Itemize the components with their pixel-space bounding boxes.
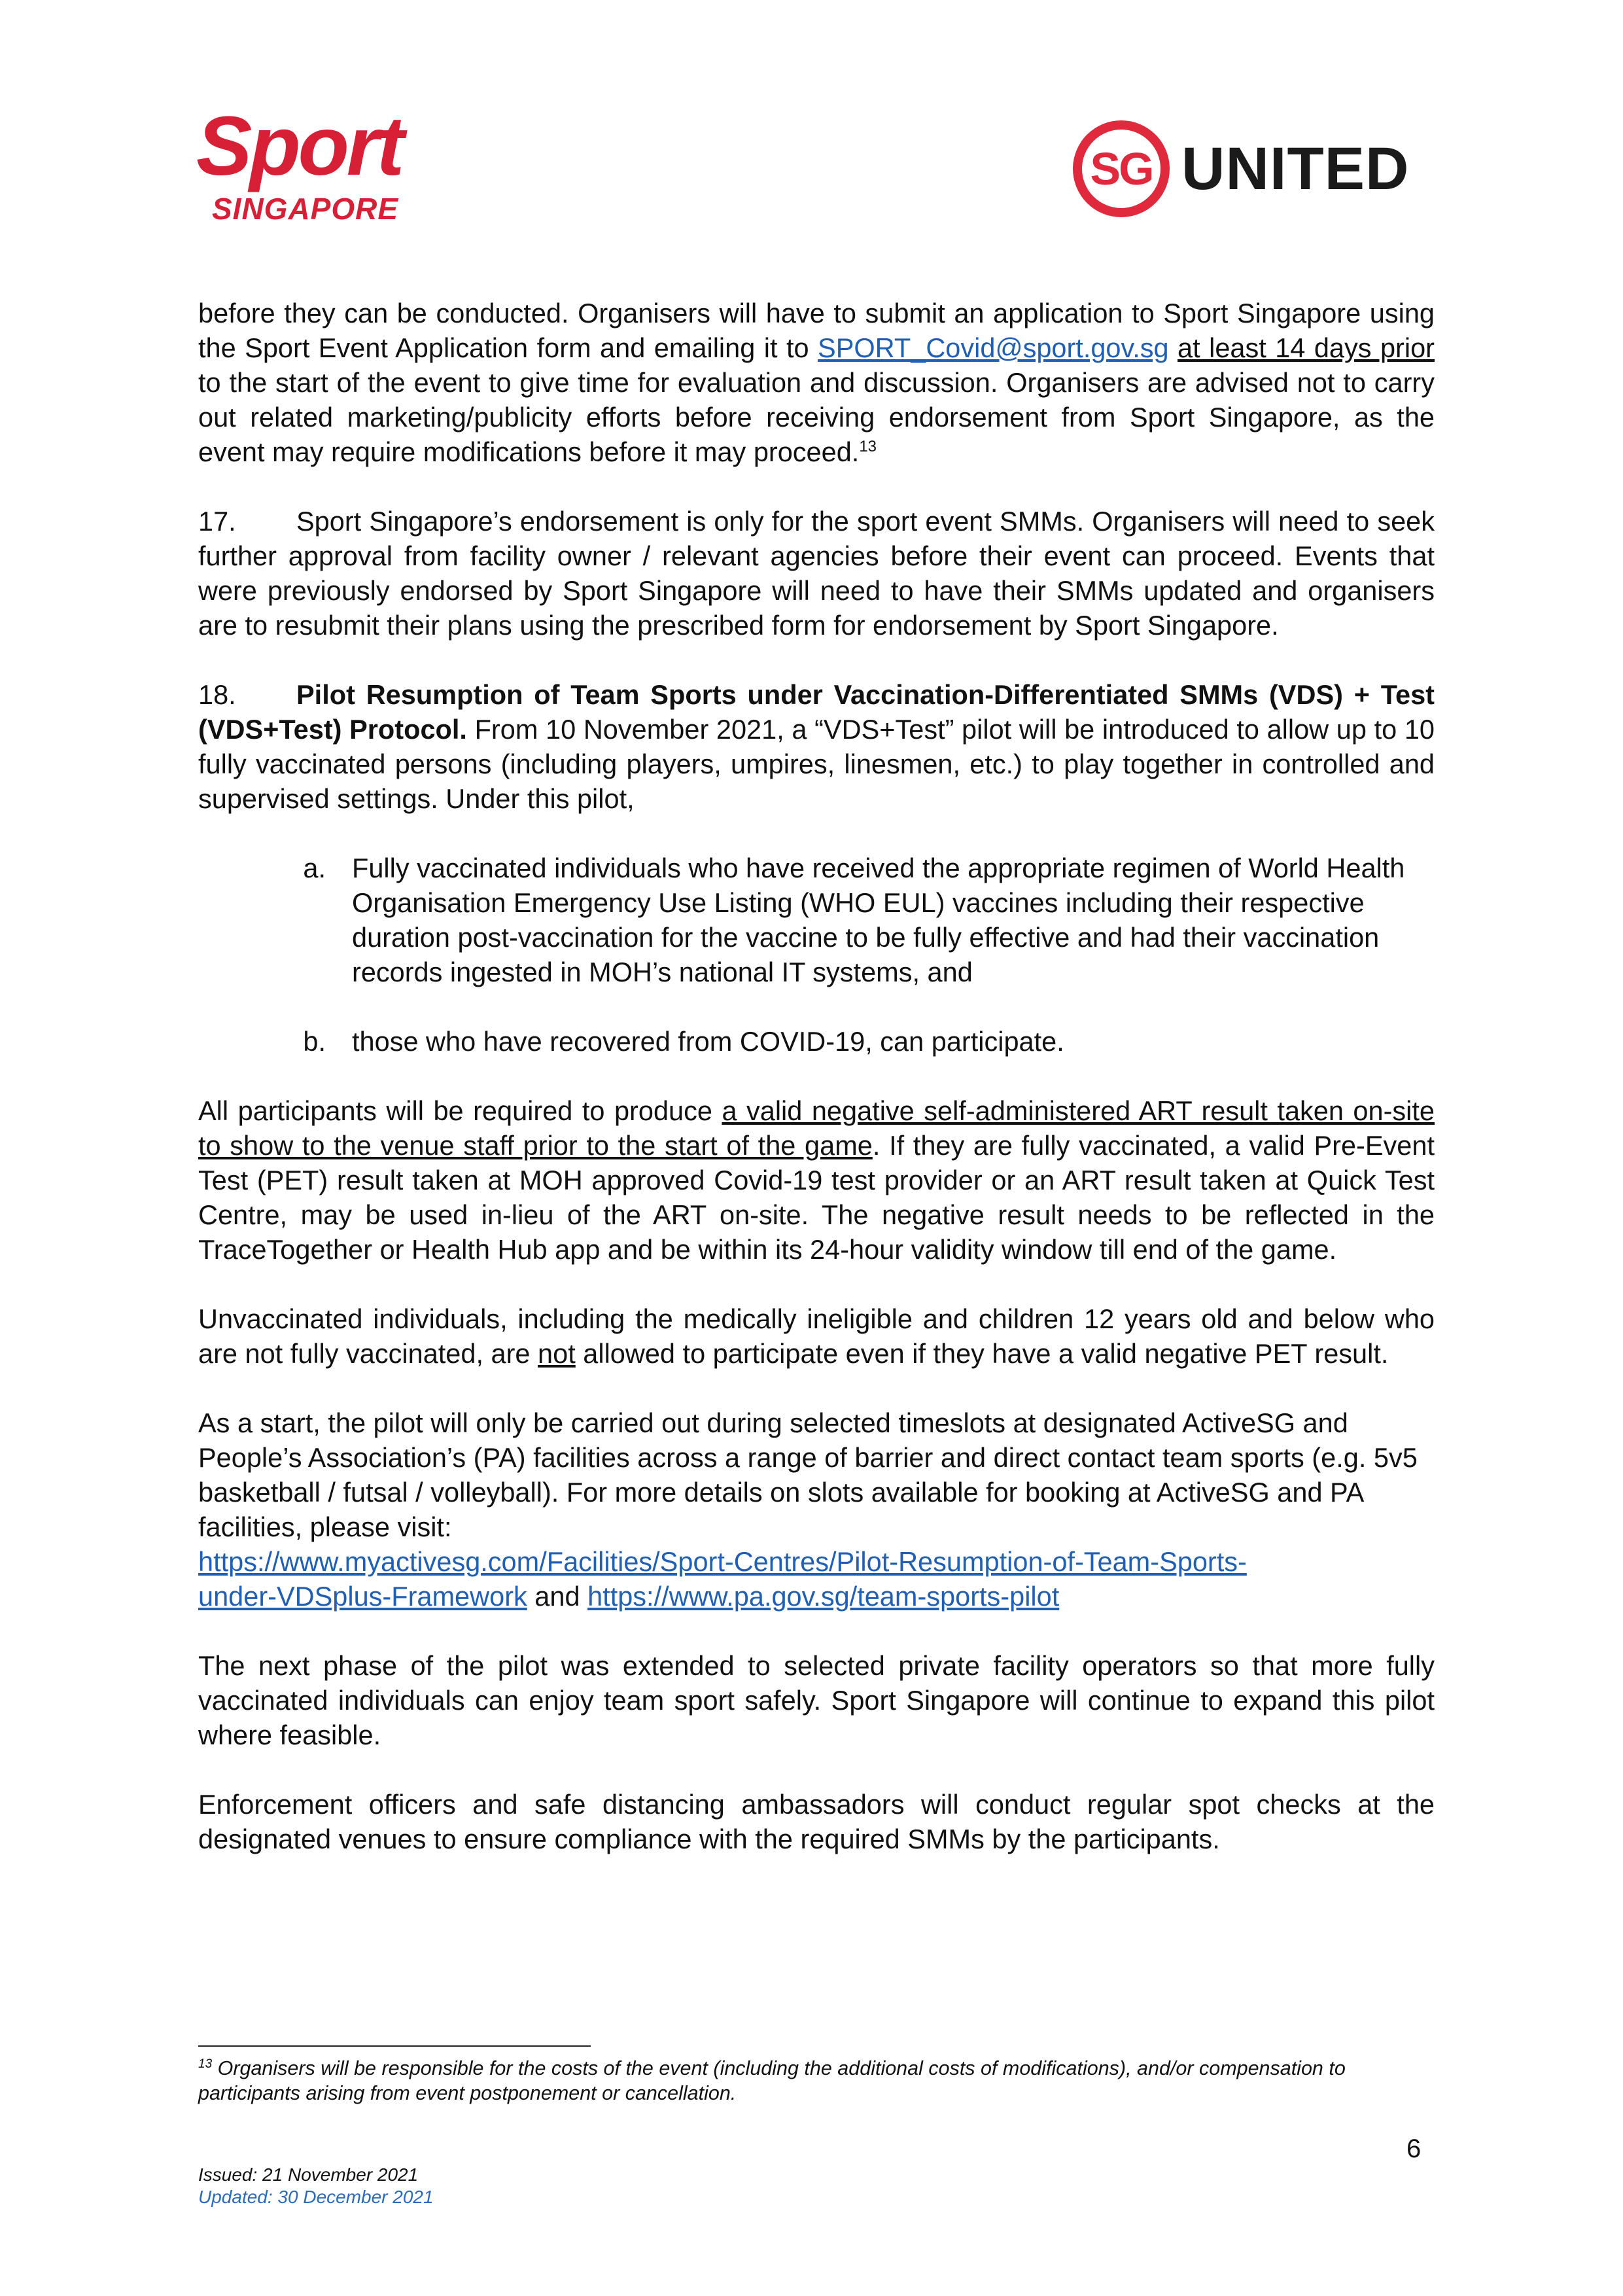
sg-united-logo [1073, 116, 1439, 221]
paragraph-next-phase: The next phase of the pilot was extended to selected private facility operators so that more fully vaccinated individuals can enjoy team sport safely. Sport Singapore will continue to expand this pilot where feasible. [198, 1650, 1435, 1750]
paragraph-18: 18. Pilot Resumption of Team Sports under Vaccination-Differentiated SMMs (VDS) + Test (VDS+Test) Protocol. From 10 November 2021, a “VDS+Test” pilot will be introduced to allow up to 10 fully vaccinated persons (including players, umpires, linesmen, etc.) to play together in controlled and supervised settings. Under this pilot, [198, 677, 1435, 816]
list-item [198, 1024, 1435, 1059]
sg-united-word: UNITED [1181, 135, 1410, 202]
email-link[interactable]: SPORT_Covid@sport.gov.sg [818, 332, 1169, 363]
paragraph-enforcement: Enforcement officers and safe distancing ambassadors will conduct regular spot checks at the designated venues to ensure compliance with the required SMMs by the participants. [198, 1789, 1435, 1854]
footnote-ref-13[interactable]: 13 [859, 438, 877, 456]
eligibility-list [198, 851, 1435, 1059]
document-body [198, 296, 1435, 1891]
paragraph-unvaccinated: Unvaccinated individuals, including the medically ineligible and children 12 years old and below who are not fully vaccinated, are not allowed to participate even if they have a valid negative PET result. [198, 1303, 1435, 1369]
deadline-underlined: at least 14 days prior [1178, 332, 1435, 363]
list-item-text: Fully vaccinated individuals who have received the appropriate regimen of World Health Organisation Emergency Use Listing (WHO EUL) vaccines including their respective duration post-vaccination for the vaccine to be fully effective and had their vaccination records ingested in MOH’s national IT systems, and [352, 853, 1405, 987]
pa-link[interactable]: https://www.pa.gov.sg/team-sports-pilot [587, 1581, 1060, 1612]
sport-singapore-logo [196, 99, 445, 229]
paragraph-16-continued: before they can be conducted. Organisers will have to submit an application to Sport Singapore using the Sport Event Application form and emailing it to SPORT_Covid@sport.gov.sg at least 14 days prior to the start of the event to give time for evaluation and discussion. Organisers are advised not to carry out related marketing/publicity efforts before receiving endorsement from Sport Singapore, as the event may require modifications before it may proceed.$^{13}$ [198, 298, 1435, 467]
sport-logo-subtitle: SINGAPORE [212, 192, 399, 226]
paragraph-number: 17. [198, 506, 236, 537]
paragraph-number: 18. [198, 679, 236, 710]
list-item-label: a. [303, 853, 326, 883]
page-number: 6 [1406, 2134, 1422, 2163]
paragraph-pilot-start: As a start, the pilot will only be carried out during selected timeslots at designated ActiveSG and People’s Association’s (PA) facilities across a range of barrier and direct contact team sports (e.g. 5v5 basketball / futsal / volleyball). For more details on slots available for booking at ActiveSG and PA facilities, please visit: https://www.myactivesg.com/Facilities/Sport-Centres/Pilot-Resumption-of-Team-Sports- under-VDSplus-Framework and https://www.pa.gov.sg/team-sports-pilot [198, 1407, 1418, 1612]
myactivesg-link[interactable]: https://www.myactivesg.com/Facilities/Sport-Centres/Pilot-Resumption-of-Team-Sports- [198, 1546, 1247, 1577]
updated-date: Updated: 30 December 2021 [198, 2187, 434, 2207]
paragraph-18-heading: Pilot Resumption of Team Sports under Vaccination-Differentiated SMMs (VDS) + Test (VDS+Test) Protocol. [198, 679, 1435, 745]
sport-logo-word: Sport [196, 99, 402, 193]
issued-date: Issued: 21 November 2021 [198, 2164, 419, 2185]
list-item-label: b. [303, 1026, 326, 1057]
list-item-text: those who have recovered from COVID-19, can participate. [352, 1026, 1064, 1057]
footnote-number: 13 [198, 2057, 213, 2071]
footnote-divider [198, 2045, 591, 2047]
sg-badge-icon: SG [1073, 120, 1170, 217]
not-underlined: not [538, 1338, 576, 1369]
paragraph-art-requirement: All participants will be required to produce a valid negative self-administered ART result taken on-site to show to the venue staff prior to the start of the game. If they are fully vaccinated, a valid Pre-Event Test (PET) result taken at MOH approved Covid-19 test provider or an ART result taken at Quick Test Centre, may be used in-lieu of the ART on-site. The negative result needs to be reflected in the TraceTogether or Health Hub app and be within its 24-hour validity window till end of the game. [198, 1095, 1435, 1265]
myactivesg-link-continued[interactable]: under-VDSplus-Framework [198, 1581, 527, 1612]
art-requirement-underlined: a valid negative self-administered ART result taken on-site to show to the venue staff prior to the start of the game [198, 1095, 1435, 1161]
footnote-13: $^{13}$ Organisers will be responsible for the costs of the event (including the additional costs of modifications), and/or compensation to participants arising from event postponement or cancellation. [198, 2057, 1346, 2104]
list-item [198, 851, 1435, 989]
paragraph-17: 17. Sport Singapore’s endorsement is only for the sport event SMMs. Organisers will need to seek further approval from facility owner / relevant agencies before their event can proceed. Events that were previously endorsed by Sport Singapore will need to have their SMMs updated and organisers are to resubmit their plans using the prescribed form for endorsement by Sport Singapore. [198, 504, 1435, 643]
